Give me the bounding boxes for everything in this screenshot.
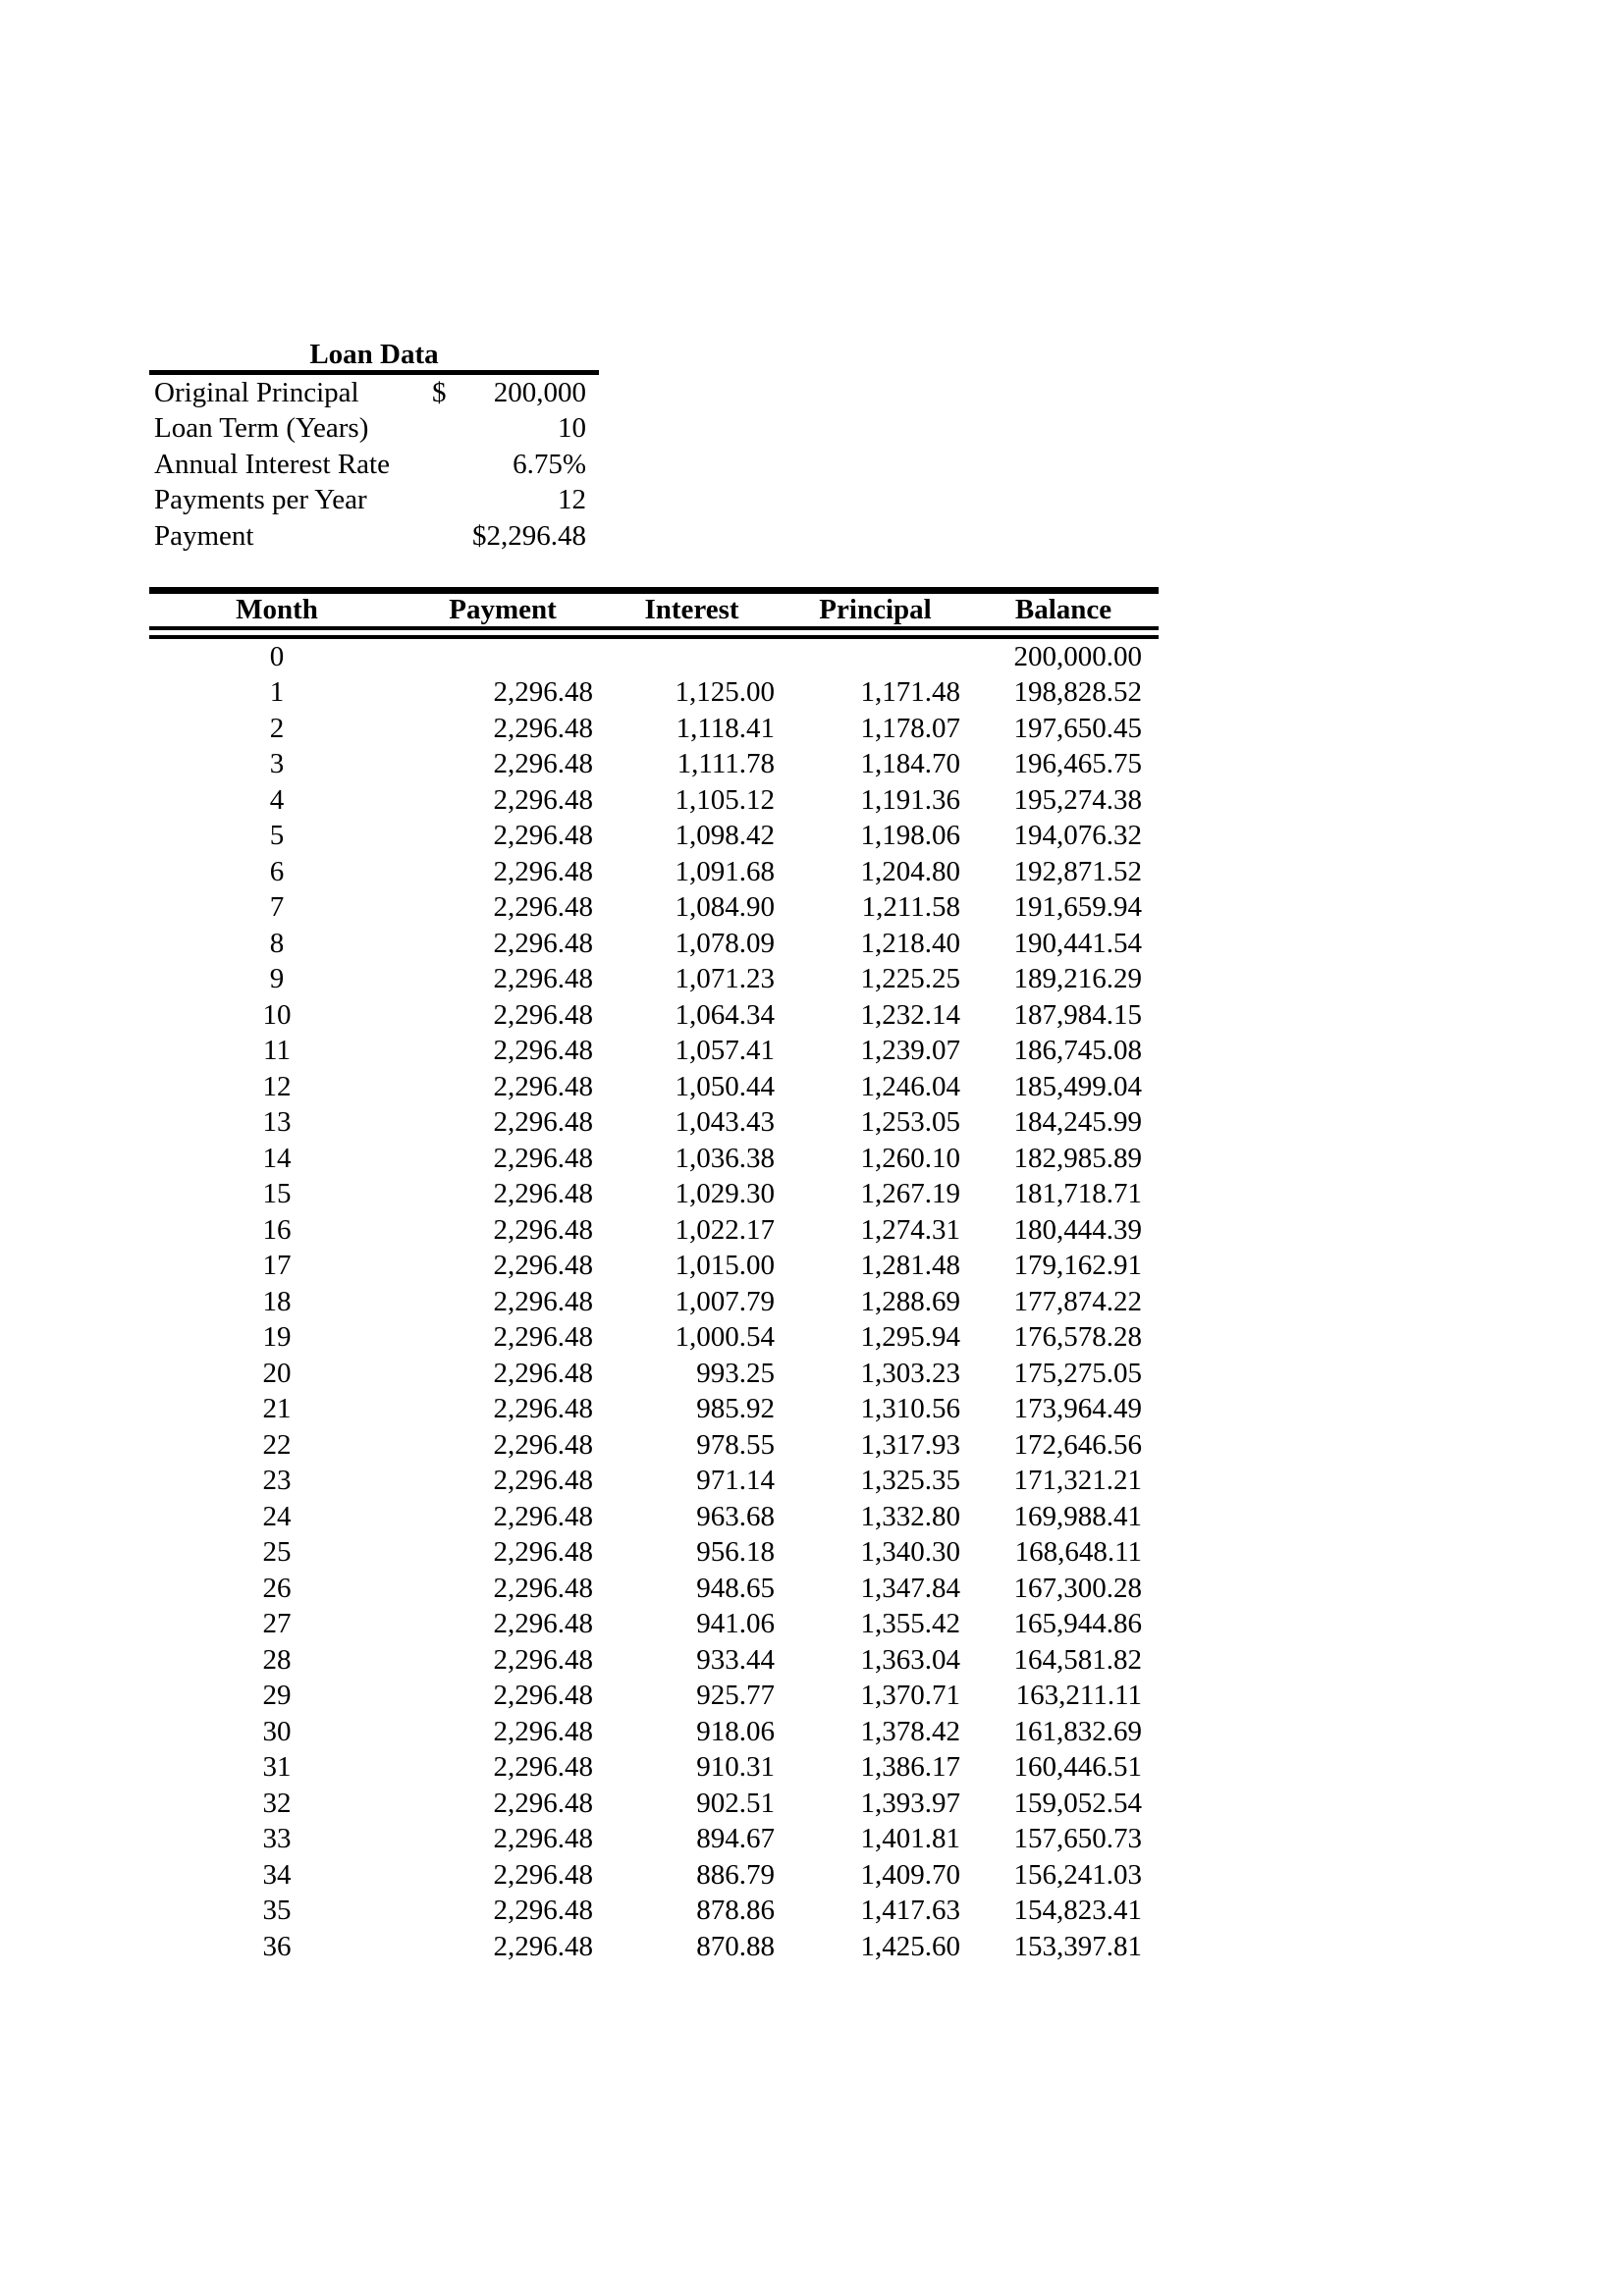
balance-cell: 154,823.41 xyxy=(1013,1895,1142,1927)
payment-cell: 2,296.48 xyxy=(493,1357,593,1389)
month-cell: 0 xyxy=(269,640,285,672)
table-row xyxy=(149,819,1159,855)
table-row xyxy=(149,1857,1159,1894)
month-cell: 22 xyxy=(262,1428,292,1461)
principal-cell: 1,425.60 xyxy=(860,1930,960,1962)
payment-cell: 2,296.48 xyxy=(493,1680,593,1712)
payment-cell: 2,296.48 xyxy=(493,1250,593,1282)
principal-cell: 1,184.70 xyxy=(860,748,960,780)
balance-cell: 159,052.54 xyxy=(1013,1787,1142,1819)
interest-cell: 1,015.00 xyxy=(675,1250,775,1282)
payment-cell: 2,296.48 xyxy=(493,820,593,852)
principal-cell: 1,204.80 xyxy=(860,855,960,887)
principal-cell: 1,288.69 xyxy=(860,1285,960,1317)
month-cell: 32 xyxy=(262,1787,292,1819)
balance-cell: 187,984.15 xyxy=(1013,998,1142,1031)
payment-cell: 2,296.48 xyxy=(493,927,593,959)
principal-cell: 1,310.56 xyxy=(860,1393,960,1425)
balance-cell: 197,650.45 xyxy=(1013,712,1142,744)
principal-cell: 1,232.14 xyxy=(860,998,960,1031)
principal-cell: 1,218.40 xyxy=(860,927,960,959)
payment-cell: 2,296.48 xyxy=(493,1035,593,1067)
month-cell: 9 xyxy=(269,963,285,995)
balance-cell: 171,321.21 xyxy=(1013,1465,1142,1497)
interest-cell: 1,084.90 xyxy=(675,891,775,924)
principal-cell: 1,281.48 xyxy=(860,1250,960,1282)
month-cell: 2 xyxy=(269,712,285,744)
payment-cell: 2,296.48 xyxy=(493,1536,593,1569)
month-cell: 14 xyxy=(262,1142,292,1174)
table-row xyxy=(149,854,1159,890)
table-row xyxy=(149,1929,1159,1965)
table-row xyxy=(149,1642,1159,1679)
interest-cell: 1,064.34 xyxy=(675,998,775,1031)
principal-cell xyxy=(783,633,968,675)
loan-data-row xyxy=(149,518,599,555)
interest-cell: 902.51 xyxy=(696,1787,775,1819)
loan-data-label: Payments per Year xyxy=(154,484,367,516)
table-row xyxy=(149,675,1159,712)
interest-cell: 1,043.43 xyxy=(675,1106,775,1139)
payment-cell: 2,296.48 xyxy=(493,712,593,744)
table-row xyxy=(149,997,1159,1034)
payment-cell: 2,296.48 xyxy=(493,1930,593,1962)
loan-data-value: 10 xyxy=(558,412,586,445)
month-cell: 31 xyxy=(262,1751,292,1784)
payment-cell: 2,296.48 xyxy=(493,1465,593,1497)
table-row xyxy=(149,1212,1159,1249)
loan-data-row xyxy=(149,375,599,411)
table-row xyxy=(149,926,1159,962)
loan-data-section xyxy=(149,340,599,555)
principal-cell: 1,253.05 xyxy=(860,1106,960,1139)
balance-cell: 169,988.41 xyxy=(1013,1500,1142,1532)
month-cell: 8 xyxy=(269,927,285,959)
table-row xyxy=(149,1105,1159,1142)
interest-cell: 918.06 xyxy=(696,1715,775,1747)
payment-cell: 2,296.48 xyxy=(493,1285,593,1317)
principal-cell: 1,171.48 xyxy=(860,676,960,709)
payment-cell: 2,296.48 xyxy=(493,1608,593,1640)
loan-data-row xyxy=(149,411,599,448)
balance-cell: 195,274.38 xyxy=(1013,783,1142,816)
table-row xyxy=(149,890,1159,927)
month-cell: 19 xyxy=(262,1321,292,1354)
month-cell: 16 xyxy=(262,1213,292,1246)
month-cell: 5 xyxy=(269,820,285,852)
table-body xyxy=(149,633,1159,1965)
balance-cell: 194,076.32 xyxy=(1013,820,1142,852)
month-cell: 24 xyxy=(262,1500,292,1532)
balance-cell: 156,241.03 xyxy=(1013,1858,1142,1891)
month-cell: 23 xyxy=(262,1465,292,1497)
balance-cell: 177,874.22 xyxy=(1013,1285,1142,1317)
interest-cell: 1,050.44 xyxy=(675,1070,775,1102)
currency-symbol: $ xyxy=(432,376,447,408)
payment-cell: 2,296.48 xyxy=(493,1178,593,1210)
table-row xyxy=(149,711,1159,747)
principal-cell: 1,274.31 xyxy=(860,1213,960,1246)
table-row xyxy=(149,1786,1159,1822)
principal-cell: 1,225.25 xyxy=(860,963,960,995)
principal-cell: 1,260.10 xyxy=(860,1142,960,1174)
table-row xyxy=(149,1141,1159,1177)
balance-cell: 168,648.11 xyxy=(1014,1536,1142,1569)
payment-cell: 2,296.48 xyxy=(493,1321,593,1354)
balance-cell: 198,828.52 xyxy=(1013,676,1142,709)
loan-data-label: Original Principal xyxy=(154,376,359,408)
loan-data-value: 12 xyxy=(558,484,586,516)
interest-cell: 925.77 xyxy=(696,1680,775,1712)
month-cell: 18 xyxy=(262,1285,292,1317)
loan-data-label: Payment xyxy=(154,519,254,552)
interest-cell: 894.67 xyxy=(696,1823,775,1855)
table-row xyxy=(149,1894,1159,1930)
balance-cell: 157,650.73 xyxy=(1013,1823,1142,1855)
loan-data-label: Annual Interest Rate xyxy=(154,448,390,480)
table-row xyxy=(149,1822,1159,1858)
payment-cell xyxy=(405,633,601,675)
interest-cell: 1,098.42 xyxy=(675,820,775,852)
balance-cell: 192,871.52 xyxy=(1013,855,1142,887)
balance-cell: 164,581.82 xyxy=(1013,1643,1142,1676)
balance-cell: 200,000.00 xyxy=(1013,640,1142,672)
payment-cell: 2,296.48 xyxy=(493,1428,593,1461)
principal-cell: 1,386.17 xyxy=(860,1751,960,1784)
payment-cell: 2,296.48 xyxy=(493,783,593,816)
balance-cell: 160,446.51 xyxy=(1013,1751,1142,1784)
table-row xyxy=(149,1535,1159,1572)
month-cell: 15 xyxy=(262,1178,292,1210)
table-row xyxy=(149,1571,1159,1607)
loan-data-rows xyxy=(149,375,599,555)
payment-cell: 2,296.48 xyxy=(493,676,593,709)
payment-cell: 2,296.48 xyxy=(493,1895,593,1927)
payment-cell: 2,296.48 xyxy=(493,1070,593,1102)
interest-cell: 1,071.23 xyxy=(675,963,775,995)
loan-data-value: $2,296.48 xyxy=(472,519,586,552)
payment-cell: 2,296.48 xyxy=(493,1643,593,1676)
balance-cell: 184,245.99 xyxy=(1013,1106,1142,1139)
balance-cell: 181,718.71 xyxy=(1013,1178,1142,1210)
table-row xyxy=(149,1356,1159,1392)
interest-cell: 1,105.12 xyxy=(675,783,775,816)
table-row xyxy=(149,1249,1159,1285)
principal-cell: 1,393.97 xyxy=(860,1787,960,1819)
loan-data-row xyxy=(149,483,599,519)
interest-cell: 993.25 xyxy=(696,1357,775,1389)
principal-cell: 1,409.70 xyxy=(860,1858,960,1891)
month-cell: 29 xyxy=(262,1680,292,1712)
interest-cell xyxy=(601,633,783,675)
month-cell: 28 xyxy=(262,1643,292,1676)
interest-cell: 985.92 xyxy=(696,1393,775,1425)
interest-cell: 1,091.68 xyxy=(675,855,775,887)
table-row xyxy=(149,962,1159,998)
month-cell: 34 xyxy=(262,1858,292,1891)
month-cell: 7 xyxy=(269,891,285,924)
loan-data-label: Loan Term (Years) xyxy=(154,412,369,445)
table-row xyxy=(149,782,1159,819)
month-cell: 35 xyxy=(262,1895,292,1927)
month-cell: 6 xyxy=(269,855,285,887)
interest-cell: 1,078.09 xyxy=(675,927,775,959)
month-cell: 12 xyxy=(262,1070,292,1102)
column-header-payment: Payment xyxy=(405,591,601,633)
column-header-month: Month xyxy=(149,591,405,633)
payment-cell: 2,296.48 xyxy=(493,855,593,887)
month-cell: 27 xyxy=(262,1608,292,1640)
column-header-balance: Balance xyxy=(968,591,1159,633)
month-cell: 21 xyxy=(262,1393,292,1425)
interest-cell: 956.18 xyxy=(696,1536,775,1569)
month-cell: 13 xyxy=(262,1106,292,1139)
balance-cell: 189,216.29 xyxy=(1013,963,1142,995)
balance-cell: 191,659.94 xyxy=(1013,891,1142,924)
interest-cell: 870.88 xyxy=(696,1930,775,1962)
table-row xyxy=(149,1607,1159,1643)
principal-cell: 1,295.94 xyxy=(860,1321,960,1354)
payment-cell: 2,296.48 xyxy=(493,1213,593,1246)
principal-cell: 1,246.04 xyxy=(860,1070,960,1102)
table-row xyxy=(149,1499,1159,1535)
table-row xyxy=(149,1034,1159,1070)
payment-cell: 2,296.48 xyxy=(493,1787,593,1819)
interest-cell: 1,118.41 xyxy=(676,712,775,744)
table-header-row xyxy=(149,591,1159,633)
payment-cell: 2,296.48 xyxy=(493,1393,593,1425)
principal-cell: 1,340.30 xyxy=(860,1536,960,1569)
principal-cell: 1,198.06 xyxy=(860,820,960,852)
column-header-interest: Interest xyxy=(601,591,783,633)
payment-cell: 2,296.48 xyxy=(493,1500,593,1532)
table-row xyxy=(149,1464,1159,1500)
principal-cell: 1,363.04 xyxy=(860,1643,960,1676)
balance-cell: 185,499.04 xyxy=(1013,1070,1142,1102)
table-row xyxy=(149,1177,1159,1213)
payment-cell: 2,296.48 xyxy=(493,1751,593,1784)
balance-cell: 165,944.86 xyxy=(1013,1608,1142,1640)
principal-cell: 1,332.80 xyxy=(860,1500,960,1532)
month-cell: 33 xyxy=(262,1823,292,1855)
interest-cell: 978.55 xyxy=(696,1428,775,1461)
interest-cell: 1,007.79 xyxy=(675,1285,775,1317)
principal-cell: 1,267.19 xyxy=(860,1178,960,1210)
payment-cell: 2,296.48 xyxy=(493,1823,593,1855)
balance-cell: 176,578.28 xyxy=(1013,1321,1142,1354)
table-row xyxy=(149,747,1159,783)
interest-cell: 878.86 xyxy=(696,1895,775,1927)
table-row xyxy=(149,1427,1159,1464)
month-cell: 26 xyxy=(262,1572,292,1604)
balance-cell: 190,441.54 xyxy=(1013,927,1142,959)
principal-cell: 1,401.81 xyxy=(860,1823,960,1855)
principal-cell: 1,317.93 xyxy=(860,1428,960,1461)
interest-cell: 971.14 xyxy=(696,1465,775,1497)
principal-cell: 1,303.23 xyxy=(860,1357,960,1389)
balance-cell: 186,745.08 xyxy=(1013,1035,1142,1067)
interest-cell: 941.06 xyxy=(696,1608,775,1640)
month-cell: 20 xyxy=(262,1357,292,1389)
interest-cell: 1,022.17 xyxy=(675,1213,775,1246)
column-header-principal: Principal xyxy=(783,591,968,633)
balance-cell: 182,985.89 xyxy=(1013,1142,1142,1174)
interest-cell: 1,111.78 xyxy=(677,748,775,780)
amortization-table xyxy=(149,587,1159,1965)
interest-cell: 1,029.30 xyxy=(675,1178,775,1210)
balance-cell: 153,397.81 xyxy=(1013,1930,1142,1962)
principal-cell: 1,239.07 xyxy=(860,1035,960,1067)
loan-data-value: 6.75% xyxy=(513,448,586,480)
loan-data-row xyxy=(149,447,599,483)
table-row xyxy=(149,1392,1159,1428)
table-row xyxy=(149,1284,1159,1320)
table-row xyxy=(149,1750,1159,1787)
balance-cell: 180,444.39 xyxy=(1013,1213,1142,1246)
interest-cell: 963.68 xyxy=(696,1500,775,1532)
balance-cell: 173,964.49 xyxy=(1013,1393,1142,1425)
payment-cell: 2,296.48 xyxy=(493,1715,593,1747)
month-cell: 36 xyxy=(262,1930,292,1962)
interest-cell: 910.31 xyxy=(696,1751,775,1784)
interest-cell: 948.65 xyxy=(696,1572,775,1604)
principal-cell: 1,355.42 xyxy=(860,1608,960,1640)
principal-cell: 1,211.58 xyxy=(861,891,960,924)
payment-cell: 2,296.48 xyxy=(493,1142,593,1174)
interest-cell: 886.79 xyxy=(696,1858,775,1891)
balance-cell: 175,275.05 xyxy=(1013,1357,1142,1389)
table-row xyxy=(149,633,1159,675)
interest-cell: 1,125.00 xyxy=(675,676,775,709)
loan-data-title: Loan Data xyxy=(309,339,439,370)
loan-data-value: 200,000 xyxy=(493,376,586,408)
table-row xyxy=(149,1714,1159,1750)
month-cell: 1 xyxy=(269,676,285,709)
principal-cell: 1,378.42 xyxy=(860,1715,960,1747)
month-cell: 11 xyxy=(263,1035,291,1067)
principal-cell: 1,417.63 xyxy=(860,1895,960,1927)
month-cell: 3 xyxy=(269,748,285,780)
payment-cell: 2,296.48 xyxy=(493,1106,593,1139)
interest-cell: 1,036.38 xyxy=(675,1142,775,1174)
month-cell: 4 xyxy=(269,783,285,816)
table-row xyxy=(149,1320,1159,1357)
balance-cell: 161,832.69 xyxy=(1013,1715,1142,1747)
principal-cell: 1,325.35 xyxy=(860,1465,960,1497)
balance-cell: 172,646.56 xyxy=(1013,1428,1142,1461)
month-cell: 25 xyxy=(262,1536,292,1569)
principal-cell: 1,191.36 xyxy=(860,783,960,816)
principal-cell: 1,178.07 xyxy=(860,712,960,744)
payment-cell: 2,296.48 xyxy=(493,748,593,780)
payment-cell: 2,296.48 xyxy=(493,1572,593,1604)
table-row xyxy=(149,1679,1159,1715)
payment-cell: 2,296.48 xyxy=(493,998,593,1031)
balance-cell: 179,162.91 xyxy=(1013,1250,1142,1282)
month-cell: 17 xyxy=(262,1250,292,1282)
amortization-table-section xyxy=(149,587,1159,1965)
interest-cell: 1,057.41 xyxy=(675,1035,775,1067)
interest-cell: 1,000.54 xyxy=(675,1321,775,1354)
table-row xyxy=(149,1069,1159,1105)
month-cell: 30 xyxy=(262,1715,292,1747)
payment-cell: 2,296.48 xyxy=(493,963,593,995)
balance-cell: 167,300.28 xyxy=(1013,1572,1142,1604)
payment-cell: 2,296.48 xyxy=(493,1858,593,1891)
month-cell: 10 xyxy=(262,998,292,1031)
interest-cell: 933.44 xyxy=(696,1643,775,1676)
payment-cell: 2,296.48 xyxy=(493,891,593,924)
principal-cell: 1,370.71 xyxy=(860,1680,960,1712)
balance-cell: 196,465.75 xyxy=(1013,748,1142,780)
balance-cell: 163,211.11 xyxy=(1015,1680,1142,1712)
principal-cell: 1,347.84 xyxy=(860,1572,960,1604)
